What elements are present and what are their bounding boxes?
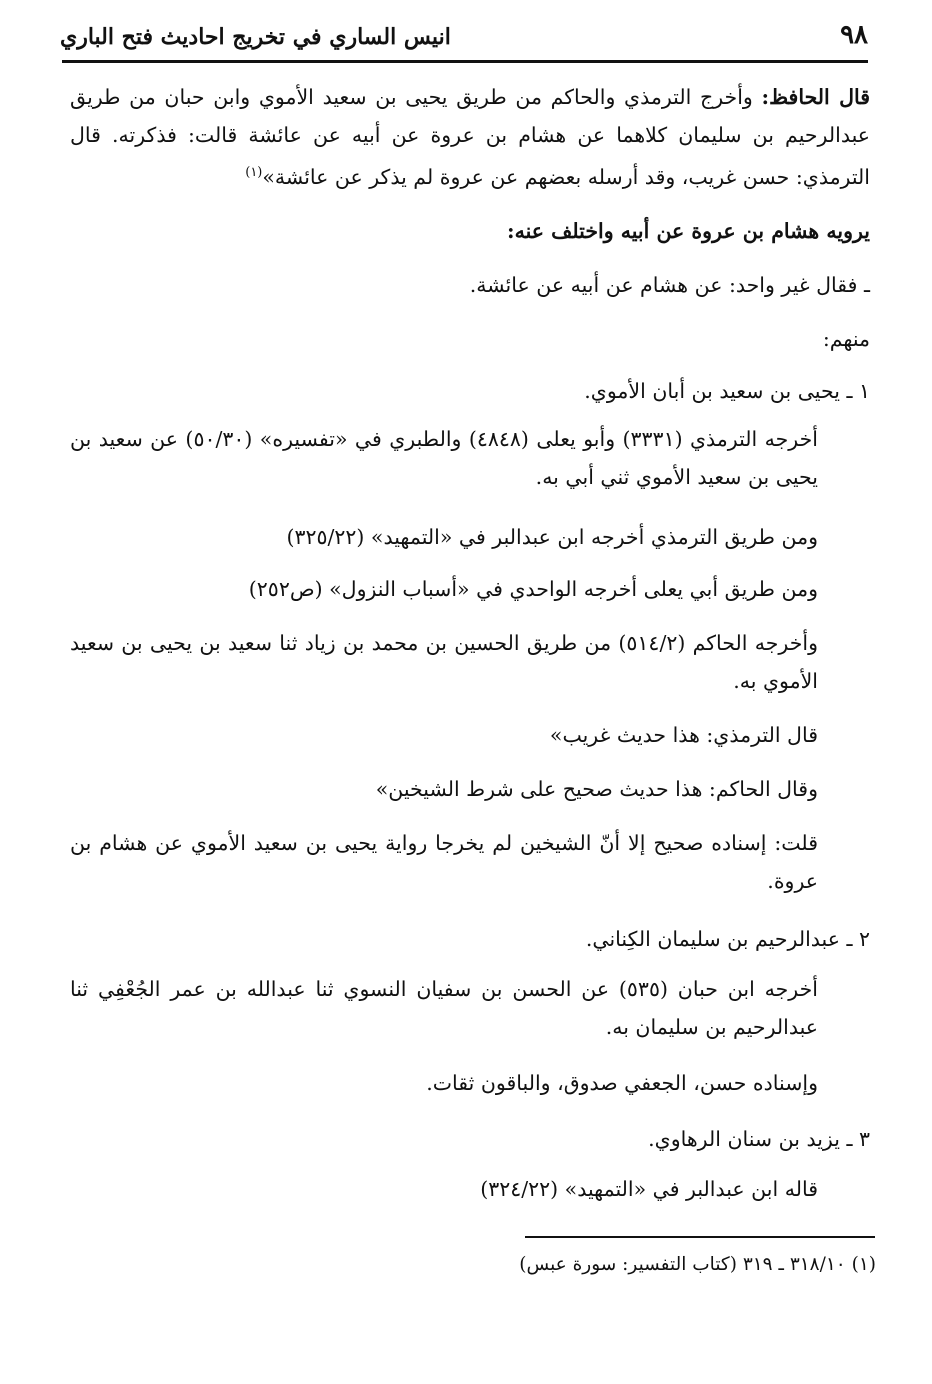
paragraph: وإسناده حسن، الجعفي صدوق، والباقون ثقات. — [426, 1071, 818, 1095]
section-heading: يرويه هشام بن عروة عن أبيه واختلف عنه: — [507, 219, 870, 243]
paragraph-label: قال الحافظ: — [761, 85, 871, 109]
page-header — [60, 18, 868, 60]
running-title: انيس الساري في تخريج احاديث فتح الباري — [60, 24, 451, 50]
list-item-2: ٢ ـ عبدالرحيم بن سليمان الكِناني. — [585, 927, 870, 951]
paragraph: ومن طريق أبي يعلى أخرجه الواحدي في «أسباب النزول» (ص٢٥٢) — [248, 577, 818, 601]
paragraph: وأخرجه الحاكم (٥١٤/٢) من طريق الحسين بن محمد بن زياد ثنا سعيد بن يحيى بن سعيد الأموي به. — [70, 631, 818, 693]
list-item-1: ١ ـ يحيى بن سعيد بن أبان الأموي. — [584, 379, 870, 403]
paragraph-text: وأخرج الترمذي والحاكم من طريق يحيى بن سعيد الأموي وابن حبان من طريق عبدالرحيم بن سليمان كلاهما عن هشام بن عروة عن أبيه عن عائشة قالت: فذكرته. قال الترمذي: حسن غريب، وقد أرسله بعضهم عن عروة لم يذكر عن عائشة» — [70, 85, 870, 189]
paragraph: أخرجه الترمذي (٣٣٣١) وأبو يعلى (٤٨٤٨) والطبري في «تفسيره» (٥٠/٣٠) عن سعيد بن يحيى بن سعيد الأموي ثني أبي به. — [70, 427, 818, 489]
paragraph: ومن طريق الترمذي أخرجه ابن عبدالبر في «التمهيد» (٣٢٥/٢٢) — [286, 525, 818, 549]
paragraph: ـ فقال غير واحد: عن هشام عن أبيه عن عائشة. — [469, 273, 870, 297]
page-number: ٩٨ — [840, 20, 868, 50]
footnote: (١) ٣١٨/١٠ ـ ٣١٩ (كتاب التفسير: سورة عبس) — [519, 1254, 876, 1275]
paragraph: قال الترمذي: هذا حديث غريب» — [549, 723, 818, 747]
paragraph: قلت: إسناده صحيح إلا أنّ الشيخين لم يخرجا رواية يحيى بن سعيد الأموي عن هشام بن عروة. — [70, 831, 818, 893]
paragraph: قاله ابن عبدالبر في «التمهيد» (٣٢٤/٢٢) — [480, 1177, 818, 1201]
footnote-rule — [525, 1236, 875, 1238]
paragraph: منهم: — [822, 327, 870, 351]
paragraph-hafiz-quote — [70, 78, 870, 196]
paragraph: وقال الحاكم: هذا حديث صحيح على شرط الشيخين» — [375, 777, 818, 801]
list-item-3: ٣ ـ يزيد بن سنان الرهاوي. — [648, 1127, 870, 1151]
footnote-ref: (١) — [245, 165, 263, 180]
header-rule — [62, 60, 868, 63]
paragraph: أخرجه ابن حبان (٥٣٥) عن الحسن بن سفيان النسوي ثنا عبدالله بن عمر الجُعْفِي ثنا عبدالرحيم بن سليمان به. — [70, 977, 818, 1039]
